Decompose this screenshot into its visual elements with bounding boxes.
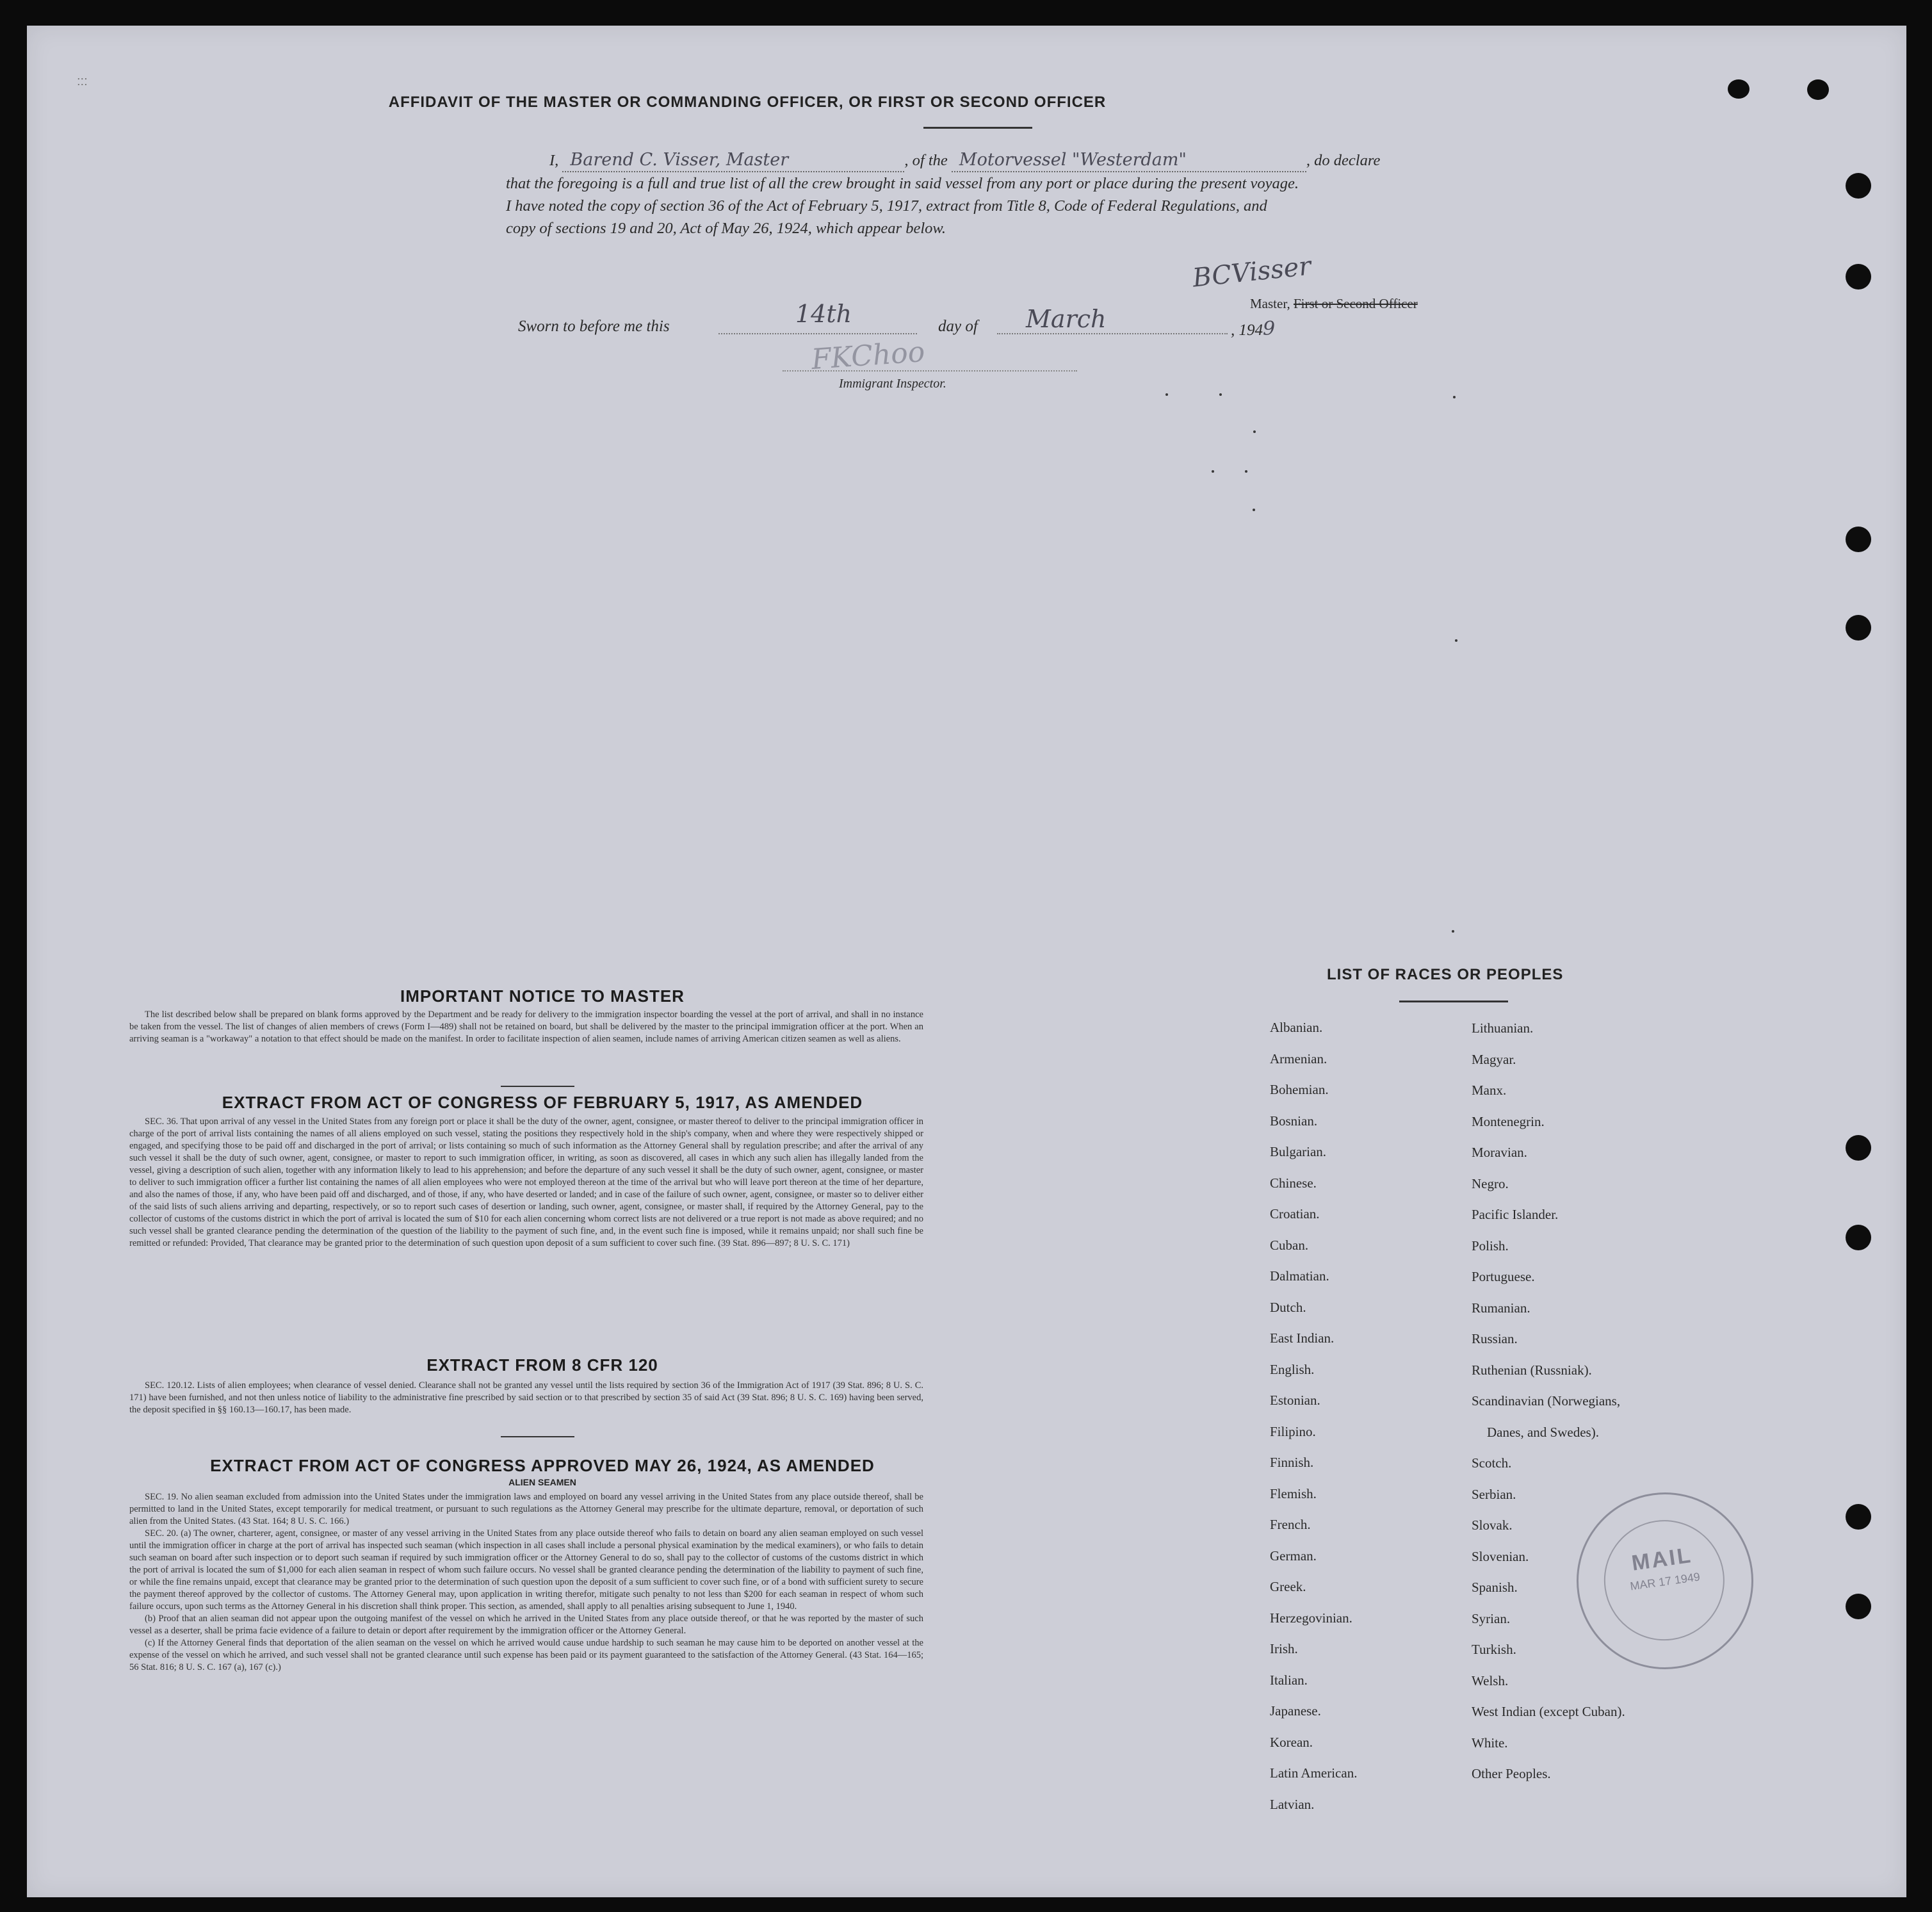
of-the-label: , of the bbox=[904, 152, 948, 169]
race-item: Serbian. bbox=[1472, 1486, 1516, 1502]
punch-hole bbox=[1728, 79, 1749, 99]
race-item: Polish. bbox=[1472, 1238, 1509, 1254]
affidavit-line-4: copy of sections 19 and 20, Act of May 26, 1924, which appear below. bbox=[506, 220, 946, 237]
race-item: Slovenian. bbox=[1472, 1548, 1529, 1564]
extract-1924-title: EXTRACT FROM ACT OF CONGRESS APPROVED MAY 26, 1924, AS AMENDED bbox=[210, 1456, 875, 1475]
notice-divider bbox=[501, 1086, 574, 1087]
stray-dot bbox=[1453, 396, 1456, 398]
sec-19-paragraph: SEC. 19. No alien seaman excluded from admission into the United States under the immigration laws and employed on board any vessel arriving in the United States from any place outside thereof, shall be permitted to land in the United States, except temporarily for medical treatment, or pursuant to such regulations as the Attorney General may prescribe for the ultimate departure, removal, or deportation of such alien from the United States. (43 Stat. 164; 8 U. S. C. 166.) bbox=[129, 1492, 923, 1526]
affidavit-line-3: I have noted the copy of section 36 of the Act of February 5, 1917, extract from Title 8, Code of Federal Regulations, and bbox=[506, 197, 1267, 215]
race-item: French. bbox=[1270, 1517, 1311, 1532]
race-item: Latvian. bbox=[1270, 1796, 1315, 1812]
extract-1917-body bbox=[129, 1116, 923, 1250]
stray-dot bbox=[1245, 470, 1247, 473]
race-item: Dalmatian. bbox=[1270, 1268, 1329, 1284]
race-item: Italian. bbox=[1270, 1672, 1308, 1688]
race-item: Bulgarian. bbox=[1270, 1144, 1327, 1159]
race-item: Pacific Islander. bbox=[1472, 1207, 1559, 1222]
signature-caption bbox=[1250, 296, 1418, 312]
race-item: Estonian. bbox=[1270, 1393, 1320, 1408]
race-item: Manx. bbox=[1472, 1083, 1507, 1098]
race-item: Welsh. bbox=[1472, 1672, 1509, 1688]
race-item: Chinese. bbox=[1270, 1175, 1317, 1191]
races-divider bbox=[1399, 1001, 1508, 1002]
punch-hole bbox=[1846, 527, 1871, 552]
race-item: Bosnian. bbox=[1270, 1113, 1318, 1129]
year-label bbox=[1231, 318, 1275, 340]
year-prefix: , 194 bbox=[1231, 322, 1263, 339]
race-item: Syrian. bbox=[1472, 1610, 1511, 1626]
extract-1917-title: EXTRACT FROM ACT OF CONGRESS OF FEBRUARY 5, 1917, AS AMENDED bbox=[222, 1093, 863, 1112]
race-item: Spanish. bbox=[1472, 1580, 1518, 1595]
race-item: Herzegovinian. bbox=[1270, 1610, 1352, 1626]
race-item: Other Peoples. bbox=[1472, 1766, 1551, 1781]
race-item: Russian. bbox=[1472, 1331, 1518, 1346]
sec-20b-paragraph: (b) Proof that an alien seaman did not appear upon the outgoing manifest of the vessel on which he arrived in the United States from any place outside thereof, or that he was reported by the master of such vessel as a deserter, shall be prima facie evidence of a failure to detain or deport after requirement by the immigration officer or the Attorney General. bbox=[129, 1614, 923, 1636]
race-item: Cuban. bbox=[1270, 1237, 1309, 1253]
races-title: LIST OF RACES OR PEOPLES bbox=[1327, 966, 1564, 983]
caption-master: Master, bbox=[1250, 296, 1290, 311]
stray-dot bbox=[1253, 509, 1255, 511]
race-item: Filipino. bbox=[1270, 1423, 1316, 1439]
race-item: Korean. bbox=[1270, 1734, 1313, 1750]
caption-struck: First or Second Officer bbox=[1293, 296, 1418, 311]
punch-hole bbox=[1846, 173, 1871, 199]
notice-title: IMPORTANT NOTICE TO MASTER bbox=[400, 986, 685, 1006]
sworn-month-line bbox=[997, 333, 1228, 334]
race-item: Montenegrin. bbox=[1472, 1113, 1545, 1129]
races-column-2 bbox=[1472, 1013, 1625, 1790]
race-item: German. bbox=[1270, 1548, 1317, 1564]
sec-20c-paragraph: (c) If the Attorney General finds that deportation of the alien seaman on the vessel on which he arrived would cause undue hardship to such seaman he may cause him to be deported on another vessel at the expense of the vessel on which he arrived, and such vessel shall not be granted clearance until such expense has been paid or its payment guaranteed to the satisfaction of the Attorney General. (43 Stat. 164—165; 56 Stat. 816; 8 U. S. C. 167 (a), 167 (c).) bbox=[129, 1638, 923, 1672]
stray-dot bbox=[1253, 430, 1256, 433]
title-divider bbox=[923, 127, 1032, 129]
affidavit-title: AFFIDAVIT OF THE MASTER OR COMMANDING OFFICER, OR FIRST OR SECOND OFFICER bbox=[388, 94, 1107, 111]
race-item: Irish. bbox=[1270, 1641, 1298, 1656]
race-item: Dutch. bbox=[1270, 1299, 1306, 1315]
vessel-name: Motorvessel "Westerdam" bbox=[952, 149, 1306, 172]
punch-hole bbox=[1846, 1135, 1871, 1161]
race-item: Armenian. bbox=[1270, 1050, 1327, 1066]
sec-36-paragraph: SEC. 36. That upon arrival of any vessel in the United States from any foreign port or place it shall be the duty of the owner, agent, consignee, or master thereof to deliver to the principal immigration officer in charge of the port of arrival lists containing the names of all aliens employed on such vessel, stating the positions they respectively hold in the ship's company, when and where they were respectively shipped or engaged, and specifying those to be paid off and discharged in the port of arrival; or lists containing so much of such information as the Attorney General shall by regulation prescribe; and after the arrival of any such vessel it shall be the duty of such owner, agent, consignee, or master to report to such immigration officer, in writing, as soon as discovered, all cases in which any such alien has illegally landed from the vessel, giving a description of such alien, together with any information likely to lead to his apprehension; and before the departure of any such vessel it shall be the duty of such owner, agent, consignee, or master to deliver to such immigration officer a further list containing the names of all alien employees who were not employed thereon at the time of the arrival but who will leave port thereon at the time of her departure, and also the names of those, if any, who have been paid off and discharged, and of those, if any, who have deserted or landed; and in case of the failure of such owner, agent, consignee, or master so to deliver either of the said lists of such aliens arriving and departing, respectively, or so to report such cases of desertion or landing, such owner, agent, consignee, or master shall, if required by the Attorney General, pay to the collector of customs of the customs district in which the port of arrival is located the sum of $10 for each alien concerning whom correct lists are not delivered or a true report is not made as above required; and no such vessel shall be granted clearance pending the determination of the question of the liability to the payment of such fine, and, in the event such fine is imposed, while it remains unpaid; nor shall such fine be remitted or refunded: Provided, That clearance may be granted prior to the determination of such question upon deposit of a sum sufficient to cover such fine. (39 Stat. 896—897; 8 U. S. C. 171) bbox=[129, 1116, 923, 1248]
sworn-label: Sworn to before me this bbox=[518, 318, 670, 335]
punch-hole bbox=[1846, 1225, 1871, 1250]
race-item: Latin American. bbox=[1270, 1765, 1358, 1781]
sworn-day-line bbox=[718, 333, 917, 334]
race-item: East Indian. bbox=[1270, 1330, 1335, 1346]
inspector-signature: FKChoo bbox=[810, 335, 926, 377]
race-item: Danes, and Swedes). bbox=[1487, 1424, 1599, 1440]
postmark-date: MAR 17 1949 bbox=[1629, 1570, 1701, 1593]
punch-hole bbox=[1846, 615, 1871, 641]
alien-seamen-subtitle: ALIEN SEAMEN bbox=[508, 1477, 576, 1487]
race-item: Finnish. bbox=[1270, 1455, 1314, 1470]
stray-dot bbox=[1452, 930, 1454, 933]
race-item: Negro. bbox=[1472, 1175, 1509, 1191]
declarant-name: Barend C. Visser, Master bbox=[562, 149, 904, 172]
punch-hole bbox=[1846, 1594, 1871, 1619]
day-of-label: day of bbox=[938, 318, 978, 335]
extract-1924-body bbox=[129, 1491, 923, 1674]
race-item: Greek. bbox=[1270, 1579, 1306, 1594]
race-item: Rumanian. bbox=[1472, 1300, 1530, 1316]
affidavit-line-2: that the foregoing is a full and true list of all the crew brought in said vessel from any port or place during the present voyage. bbox=[506, 175, 1299, 192]
extract-cfr-body bbox=[129, 1380, 923, 1416]
inspector-line bbox=[783, 370, 1077, 372]
race-item: Albanian. bbox=[1270, 1020, 1323, 1035]
notice-paragraph: The list described below shall be prepared on blank forms approved by the Department and be ready for delivery to the immigration inspector boarding the vessel at the port of arrival, and shall in no instance be taken from the vessel. The list of changes of alien members of crews (Form I—489) shall not be retained on board, but shall be delivered by the master to the principal immigration officer at the port. When an arriving seaman is a "workaway" a notation to that effect should be made on the manifest. In order to facilitate inspection of alien seamen, include names of arriving American citizen seamen as well as aliens. bbox=[129, 1009, 923, 1044]
cfr-divider bbox=[501, 1436, 574, 1437]
race-item: Lithuanian. bbox=[1472, 1020, 1534, 1036]
sworn-day: 14th bbox=[795, 300, 852, 328]
stray-dot bbox=[1455, 639, 1457, 642]
race-item: Portuguese. bbox=[1472, 1269, 1535, 1284]
race-item: Magyar. bbox=[1472, 1051, 1516, 1067]
race-item: English. bbox=[1270, 1361, 1315, 1377]
race-item: Turkish. bbox=[1472, 1642, 1516, 1657]
races-column-1 bbox=[1270, 1012, 1357, 1820]
do-declare-label: , do declare bbox=[1306, 152, 1381, 169]
master-signature: BCVisser bbox=[1191, 251, 1313, 293]
postmark-word: MAIL bbox=[1630, 1542, 1694, 1576]
year-digit: 9 bbox=[1263, 318, 1276, 340]
sec-20a-paragraph: SEC. 20. (a) The owner, charterer, agent, consignee, or master of any vessel arriving in the United States from any place outside thereof who fails to detain on board any alien seaman employed on such vessel until the immigration officer in charge at the port of arrival has inspected such seaman (which inspection in all cases shall include a personal physical examination by the medical examiners), or who fails to detain such seaman on board after such inspection or to deport such seaman if required by such immigration officer or the Attorney General to do so, shall pay to the collector of customs of the customs district in which the port of arrival is located the sum of $1,000 for each alien seaman in respect of whom such failure occurs. No vessel shall be granted clearance pending the determination of the liability to payment of such fine, or while the fine remains unpaid, except that clearance may be granted prior to the determination of such question upon the deposit of a sum sufficient to cover such fine, or of a bond with sufficient surety to secure the payment thereof approved by the collector of customs. The Attorney General may, upon application in writing therefor, mitigate such penalty to not less than $200 for each seaman in respect of whom such failure occurs, upon such terms as the Attorney General in his discretion shall think proper. This section, as amended, shall apply to all penalties arising subsequent to June 1, 1940. bbox=[129, 1528, 923, 1612]
inspector-caption: Immigrant Inspector. bbox=[839, 377, 946, 391]
race-item: White. bbox=[1472, 1735, 1508, 1751]
affidavit-line-1 bbox=[506, 149, 1498, 172]
race-item: Japanese. bbox=[1270, 1703, 1321, 1719]
punch-hole bbox=[1807, 79, 1829, 100]
affidavit-text bbox=[506, 149, 1498, 240]
stray-dot bbox=[1219, 393, 1222, 396]
punch-hole bbox=[1846, 1504, 1871, 1530]
punch-hole bbox=[1846, 264, 1871, 290]
affidavit-i: I, bbox=[549, 152, 559, 169]
race-item: Ruthenian (Russniak). bbox=[1472, 1362, 1592, 1378]
race-item: Bohemian. bbox=[1270, 1082, 1329, 1097]
extract-cfr-title: EXTRACT FROM 8 CFR 120 bbox=[426, 1355, 658, 1375]
stray-dot bbox=[1212, 470, 1214, 473]
race-item: West Indian (except Cuban). bbox=[1472, 1704, 1625, 1719]
stray-dot bbox=[1165, 393, 1168, 396]
race-item: Scotch. bbox=[1472, 1455, 1512, 1471]
sec-120-12-paragraph: SEC. 120.12. Lists of alien employees; when clearance of vessel denied. Clearance shall not be granted any vessel until the lists required by section 36 of the Immigration Act of 1917 (39 Stat. 896; 8 U. S. C. 171) have been furnished, and not then unless notice of liability to the administrative fine prescribed by said section or to that prescribed by section 35 of said Act (39 Stat. 896; 8 U. S. C. 169) having been served, the deposit specified in §§ 160.13—160.17, has been made. bbox=[129, 1380, 923, 1415]
race-item: Moravian. bbox=[1472, 1145, 1527, 1160]
sworn-month: March bbox=[1026, 305, 1107, 333]
manifest-page bbox=[27, 26, 1906, 1897]
race-item: Croatian. bbox=[1270, 1206, 1320, 1222]
race-item: Scandinavian (Norwegians, bbox=[1472, 1393, 1621, 1409]
race-item: Slovak. bbox=[1472, 1517, 1513, 1533]
race-item: Flemish. bbox=[1270, 1485, 1317, 1501]
margin-mark: ::: bbox=[77, 74, 88, 88]
notice-body bbox=[129, 1009, 923, 1045]
